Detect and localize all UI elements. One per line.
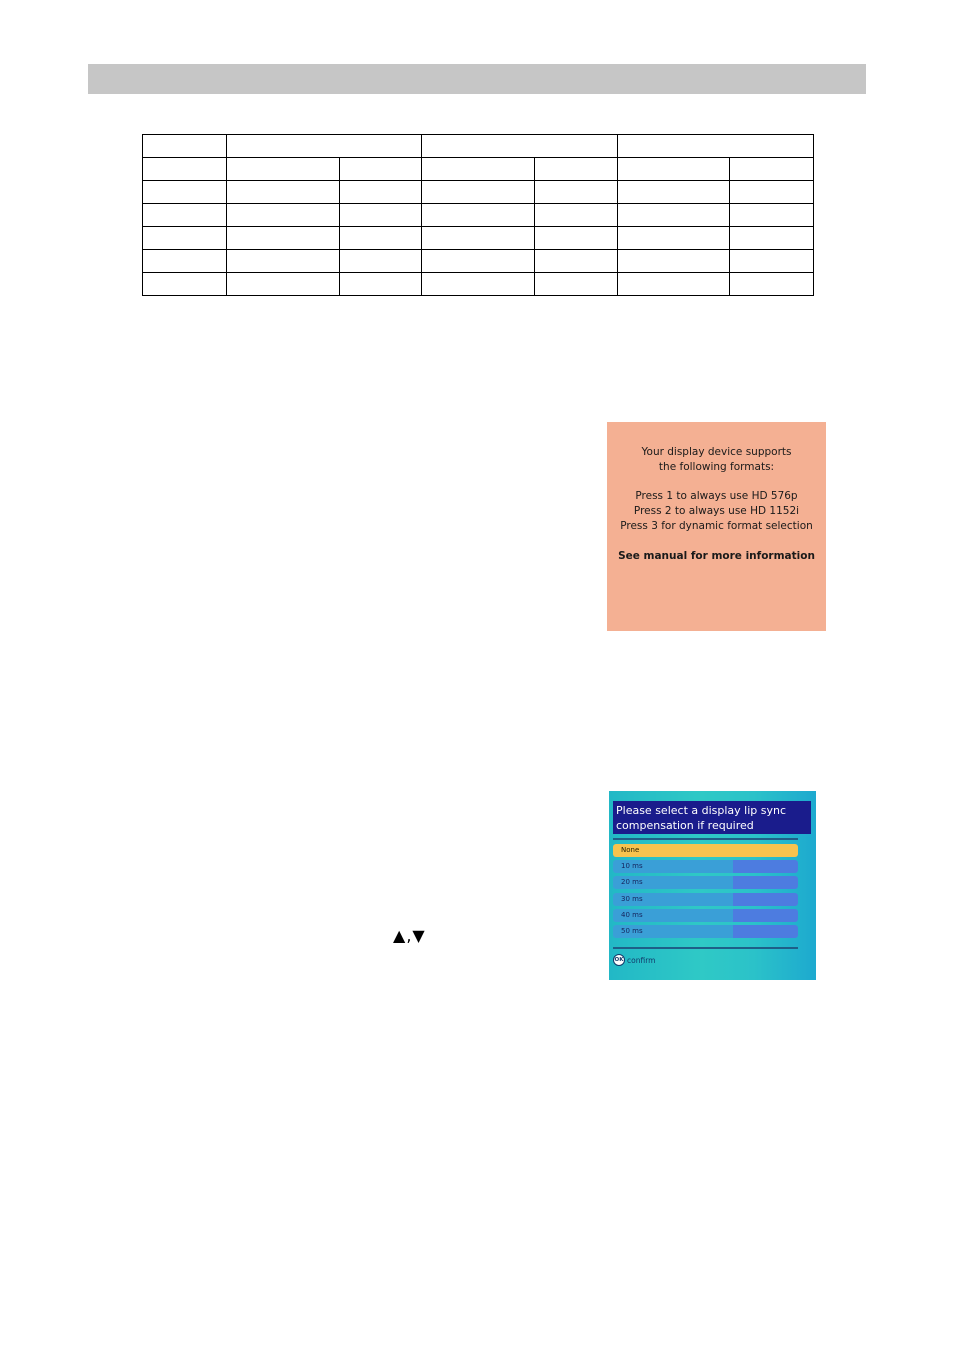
table-cell xyxy=(143,250,227,273)
lipsync-option-30ms[interactable]: 30 ms xyxy=(613,893,798,906)
table-header-row xyxy=(143,135,814,158)
table-cell xyxy=(535,204,618,227)
table-cell xyxy=(618,273,730,296)
confirm-label: confirm xyxy=(627,955,656,965)
table-row xyxy=(143,250,814,273)
table-cell xyxy=(730,250,814,273)
table-cell xyxy=(618,158,730,181)
table-cell xyxy=(340,181,422,204)
table-cell xyxy=(143,135,227,158)
table-cell xyxy=(340,158,422,181)
table-cell xyxy=(143,158,227,181)
table-row xyxy=(143,158,814,181)
lipsync-menu-screen xyxy=(609,791,816,980)
section-header-bar xyxy=(88,64,866,94)
table-cell xyxy=(340,227,422,250)
table-cell xyxy=(340,273,422,296)
lipsync-option-10ms[interactable]: 10 ms xyxy=(613,860,798,873)
divider xyxy=(613,838,798,840)
format-option-dynamic: Press 3 for dynamic format selection xyxy=(620,520,813,532)
format-option-576p: Press 1 to always use HD 576p xyxy=(635,490,798,502)
table-cell xyxy=(227,158,340,181)
table-cell xyxy=(422,181,535,204)
lipsync-options-list xyxy=(613,844,798,941)
table-cell xyxy=(535,273,618,296)
table-cell xyxy=(535,227,618,250)
table-cell xyxy=(422,250,535,273)
table-row xyxy=(143,181,814,204)
arrow-separator: , xyxy=(406,926,413,945)
lipsync-option-none[interactable]: None xyxy=(613,844,798,857)
ok-button-icon: OK xyxy=(613,954,625,966)
table-cell xyxy=(535,181,618,204)
format-manual-note: See manual for more information xyxy=(618,550,815,562)
table-cell xyxy=(730,227,814,250)
table-cell xyxy=(618,227,730,250)
table-cell xyxy=(227,273,340,296)
table-cell xyxy=(227,227,340,250)
table-cell xyxy=(143,204,227,227)
table-cell xyxy=(730,158,814,181)
table-cell xyxy=(227,204,340,227)
table-cell xyxy=(730,204,814,227)
table-cell xyxy=(618,135,814,158)
table-cell xyxy=(422,227,535,250)
divider xyxy=(613,947,798,949)
table-cell xyxy=(227,181,340,204)
format-intro-line: the following formats: xyxy=(658,461,775,473)
lipsync-option-50ms[interactable]: 50 ms xyxy=(613,925,798,938)
table-cell xyxy=(340,250,422,273)
table-cell xyxy=(143,273,227,296)
table-cell xyxy=(535,250,618,273)
format-selection-screen xyxy=(607,422,826,631)
table-cell xyxy=(340,204,422,227)
table-row xyxy=(143,204,814,227)
table-cell xyxy=(422,158,535,181)
table-cell xyxy=(143,227,227,250)
table-cell xyxy=(618,204,730,227)
table-cell xyxy=(618,181,730,204)
table-cell xyxy=(535,158,618,181)
table-cell xyxy=(143,181,227,204)
spec-table xyxy=(142,134,814,296)
table-cell xyxy=(730,273,814,296)
table-row xyxy=(143,273,814,296)
lipsync-footer xyxy=(613,953,655,967)
lipsync-title: Please select a display lip sync compensation if required xyxy=(613,801,811,834)
table-cell xyxy=(422,273,535,296)
lipsync-option-20ms[interactable]: 20 ms xyxy=(613,876,798,889)
table-cell xyxy=(618,250,730,273)
lipsync-option-40ms[interactable]: 40 ms xyxy=(613,909,798,922)
down-arrow-icon: ▼ xyxy=(412,926,426,945)
table-cell xyxy=(227,250,340,273)
format-option-1152i: Press 2 to always use HD 1152i xyxy=(633,505,800,517)
table-row xyxy=(143,227,814,250)
format-intro-line: Your display device supports xyxy=(641,446,792,458)
table-cell xyxy=(227,135,422,158)
up-arrow-icon: ▲ xyxy=(393,926,407,945)
table-cell xyxy=(730,181,814,204)
table-cell xyxy=(422,135,618,158)
table-cell xyxy=(422,204,535,227)
navigation-arrows xyxy=(393,926,426,945)
